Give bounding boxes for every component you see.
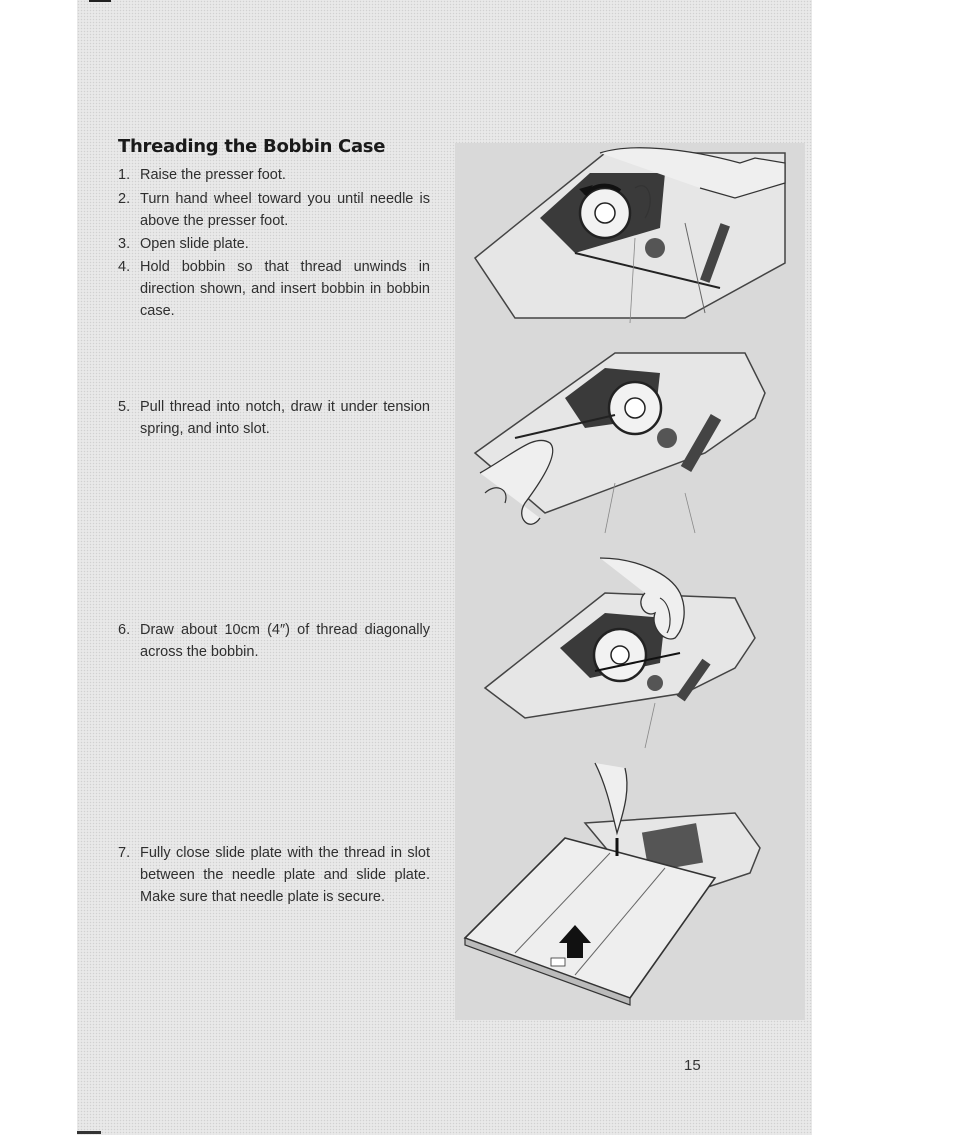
step-text: Hold bobbin so that thread unwinds in direction shown, and insert bobbin in bobbin case. xyxy=(140,259,430,319)
step-1 xyxy=(118,164,430,186)
step-3 xyxy=(118,233,430,255)
step-number: 1. xyxy=(118,167,131,183)
step-number: 5. xyxy=(118,399,131,415)
illustration-insert-bobbin xyxy=(455,143,805,343)
step-7 xyxy=(118,842,430,908)
step-text: Fully close slide plate with the thread in slot between the needle plate and slide plate. Make sure that needle plate is secure. xyxy=(140,845,430,905)
illustration-pull-thread xyxy=(455,343,805,543)
step-text: Draw about 10cm (4″) of thread diagonally across the bobbin. xyxy=(140,622,430,660)
step-4 xyxy=(118,256,430,322)
step-5 xyxy=(118,396,430,440)
step-number: 7. xyxy=(118,845,131,861)
scan-edge-mark xyxy=(77,1131,101,1134)
step-text: Raise the presser foot. xyxy=(140,167,286,183)
step-text: Pull thread into notch, draw it under tension spring, and into slot. xyxy=(140,399,430,437)
page-title: Threading the Bobbin Case xyxy=(118,136,386,157)
step-number: 2. xyxy=(118,191,131,207)
step-number: 3. xyxy=(118,236,131,252)
step-number: 6. xyxy=(118,622,131,638)
page-number: 15 xyxy=(684,1057,701,1074)
step-number: 4. xyxy=(118,259,131,275)
step-2 xyxy=(118,188,430,232)
step-text: Open slide plate. xyxy=(140,236,249,252)
step-6 xyxy=(118,619,430,663)
scan-edge-mark xyxy=(89,0,111,2)
step-text: Turn hand wheel toward you until needle is above the presser foot. xyxy=(140,191,430,229)
illustration-close-slide-plate xyxy=(455,753,805,1020)
illustration-draw-thread xyxy=(455,543,805,753)
